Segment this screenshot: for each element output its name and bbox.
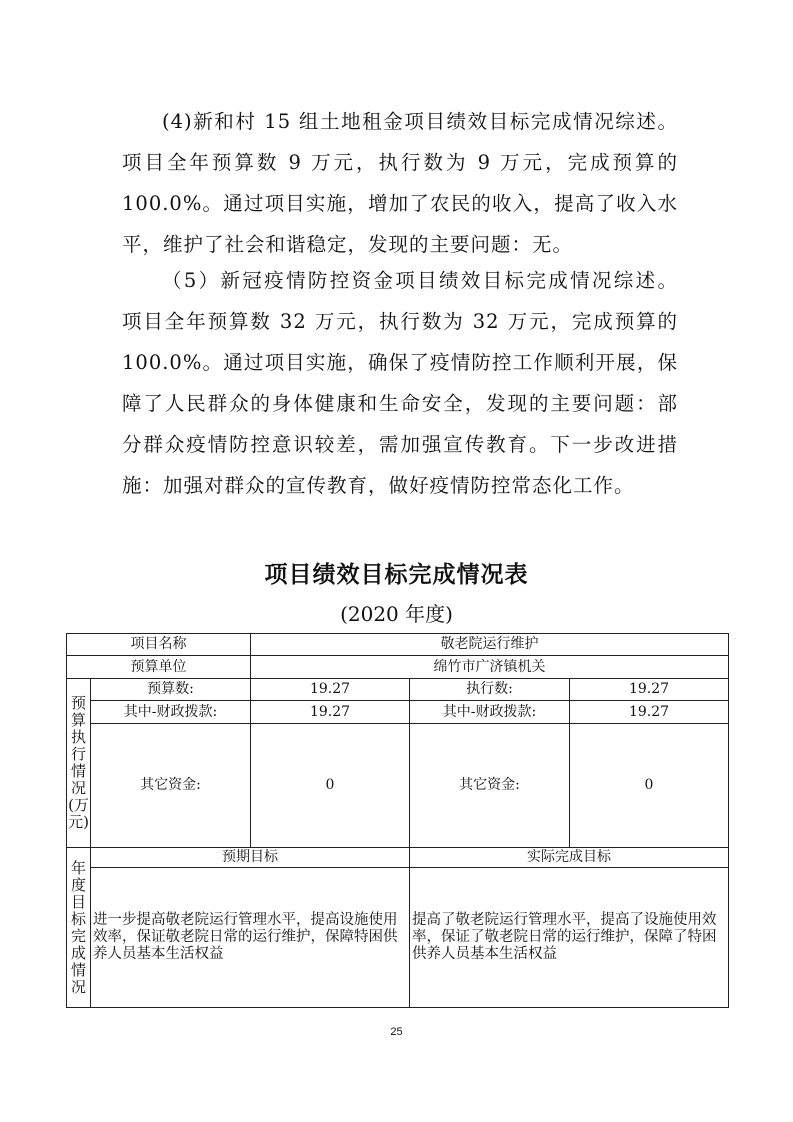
project-name-label: 项目名称 [67, 634, 251, 656]
expected-goal-header: 预期目标 [91, 848, 410, 868]
annual-goal-label [67, 848, 91, 1008]
table-row [67, 634, 729, 656]
expected-goal-text: 进一步提高敬老院运行管理水平，提高设施使用效率，保证敬老院日常的运行维护，保障特困供养人员基本生活权益 [91, 868, 410, 1008]
vertical-char: 情 [70, 960, 86, 979]
vertical-char: 况 [70, 779, 86, 797]
actual-goal-text: 提高了敬老院运行管理水平，提高了设施使用效率，保证了敬老院日常的运行维护，保障了特困供养人员基本生活权益 [410, 868, 729, 1008]
other-funds-value: 0 [251, 724, 410, 848]
fiscal-allocation-exec-label: 其中-财政拨款: [410, 701, 570, 724]
paragraph-project-5 [122, 260, 678, 506]
table-row [67, 656, 729, 679]
page-number: 25 [390, 1026, 403, 1038]
execution-value: 19.27 [570, 679, 729, 701]
budget-unit-value: 绵竹市广济镇机关 [251, 656, 729, 679]
table-row [67, 679, 729, 701]
vertical-char: 况 [70, 977, 86, 996]
actual-goal-header: 实际完成目标 [410, 848, 729, 868]
paragraph-line: 100.0%。通过项目实施，增加了农民的收入，提高了收入水 [122, 192, 678, 215]
execution-label: 执行数: [410, 679, 570, 701]
vertical-char: 算 [70, 711, 86, 729]
other-funds-exec-label: 其它资金: [410, 724, 570, 848]
table-row [67, 848, 729, 868]
vertical-char: 元) [68, 813, 89, 831]
performance-table [66, 633, 729, 1008]
paragraph-line: 障了人民群众的身体健康和生命安全，发现的主要问题：部 [122, 392, 678, 415]
vertical-char: 标 [70, 909, 86, 928]
vertical-char: 度 [70, 875, 86, 894]
paragraph-line: 施：加强对群众的宣传教育，做好疫情防控常态化工作。 [122, 474, 635, 497]
vertical-char: 预 [70, 694, 86, 712]
vertical-char: 目 [70, 892, 86, 911]
paragraph-line: 项目全年预算数 32 万元，执行数为 32 万元，完成预算的 [122, 310, 678, 333]
paragraph-line: （5）新冠疫情防控资金项目绩效目标完成情况综述。 [162, 269, 678, 292]
budget-unit-label: 预算单位 [67, 656, 251, 679]
vertical-char: 情 [70, 762, 86, 780]
budget-label: 预算数: [91, 679, 251, 701]
vertical-char: (万 [68, 796, 89, 814]
fiscal-allocation-exec-value: 19.27 [570, 701, 729, 724]
table-title: 项目绩效目标完成情况表 [264, 562, 529, 588]
paragraph-project-4 [122, 101, 678, 265]
vertical-char: 行 [70, 745, 86, 763]
project-name-value: 敬老院运行维护 [251, 634, 729, 656]
budget-execution-label [67, 679, 91, 848]
paragraph-line: 项目全年预算数 9 万元，执行数为 9 万元，完成预算的 [122, 151, 678, 174]
other-funds-exec-value: 0 [570, 724, 729, 848]
table-row [67, 868, 729, 1008]
table-row [67, 701, 729, 724]
paragraph-line: (4)新和村 15 组土地租金项目绩效目标完成情况综述。 [162, 110, 678, 133]
fiscal-allocation-value: 19.27 [251, 701, 410, 724]
vertical-char: 执 [70, 728, 86, 746]
paragraph-line: 平，维护了社会和谐稳定，发现的主要问题：无。 [122, 233, 574, 256]
other-funds-label: 其它资金: [91, 724, 251, 848]
paragraph-line: 100.0%。通过项目实施，确保了疫情防控工作顺利开展，保 [122, 351, 678, 374]
paragraph-line: 分群众疫情防控意识较差，需加强宣传教育。下一步改进措 [122, 433, 678, 456]
fiscal-allocation-label: 其中-财政拨款: [91, 701, 251, 724]
budget-value: 19.27 [251, 679, 410, 701]
vertical-char: 成 [70, 943, 86, 962]
vertical-char: 完 [70, 926, 86, 945]
vertical-char: 年 [70, 858, 86, 877]
table-subtitle: (2020 年度) [340, 602, 453, 626]
table-row [67, 724, 729, 848]
